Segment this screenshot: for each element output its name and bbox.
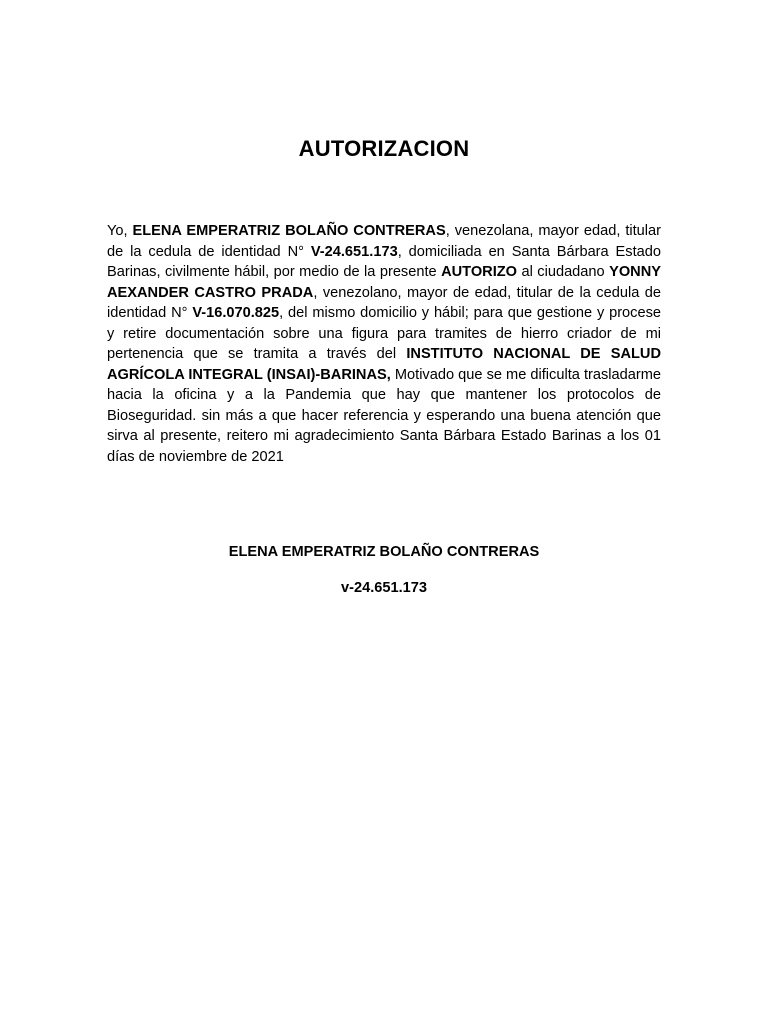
authorization-paragraph — [107, 221, 661, 467]
grantee-id: V-16.070.825 — [192, 305, 280, 321]
paragraph-text-4: al ciudadano — [517, 264, 610, 280]
paragraph-text-3: , domiciliada en Santa Bárbara Estado Barinas, civilmente hábil, por medio de la presente — [107, 243, 661, 280]
institution-name: INSTITUTO NACIONAL DE SALUD AGRÍCOLA INTEGRAL (INSAI)-BARINAS, — [107, 346, 661, 383]
grantor-id: V-24.651.173 — [310, 243, 398, 260]
signature-name: ELENA EMPERATRIZ BOLAÑO CONTRERAS — [228, 544, 540, 560]
document-title: AUTORIZACION — [298, 136, 470, 161]
paragraph-text-2: , venezolana, mayor edad, titular de la cedula de identidad N° — [107, 223, 662, 260]
paragraph-text-7: Motivado que se me dificulta trasladarme hacia la oficina y a la Pandemia que hay que mantener los protocolos de Bioseguridad. sin más a que hacer referencia y esperando una buena atención que sirva al presente, reitero mi agradecimiento Santa Bárbara Estado Barinas a los 01 días de noviembre de 2021 — [107, 366, 661, 465]
paragraph-text-1: Yo, — [107, 223, 133, 239]
grantee-name: YONNY AEXANDER CASTRO PRADA — [107, 264, 661, 301]
paragraph-text-6: , del mismo domicilio y hábil; para que gestione y procese y retire documentación sobre una figura para tramites de hierro criador de mi pertenencia que se tramita a través del — [107, 305, 661, 362]
authorize-keyword: AUTORIZO — [441, 264, 518, 280]
signature-id: v-24.651.173 — [340, 580, 428, 596]
grantor-name: ELENA EMPERATRIZ BOLAÑO CONTRERAS — [132, 223, 446, 239]
paragraph-text-5: , venezolano, mayor de edad, titular de la cedula de identidad N° — [107, 284, 661, 321]
